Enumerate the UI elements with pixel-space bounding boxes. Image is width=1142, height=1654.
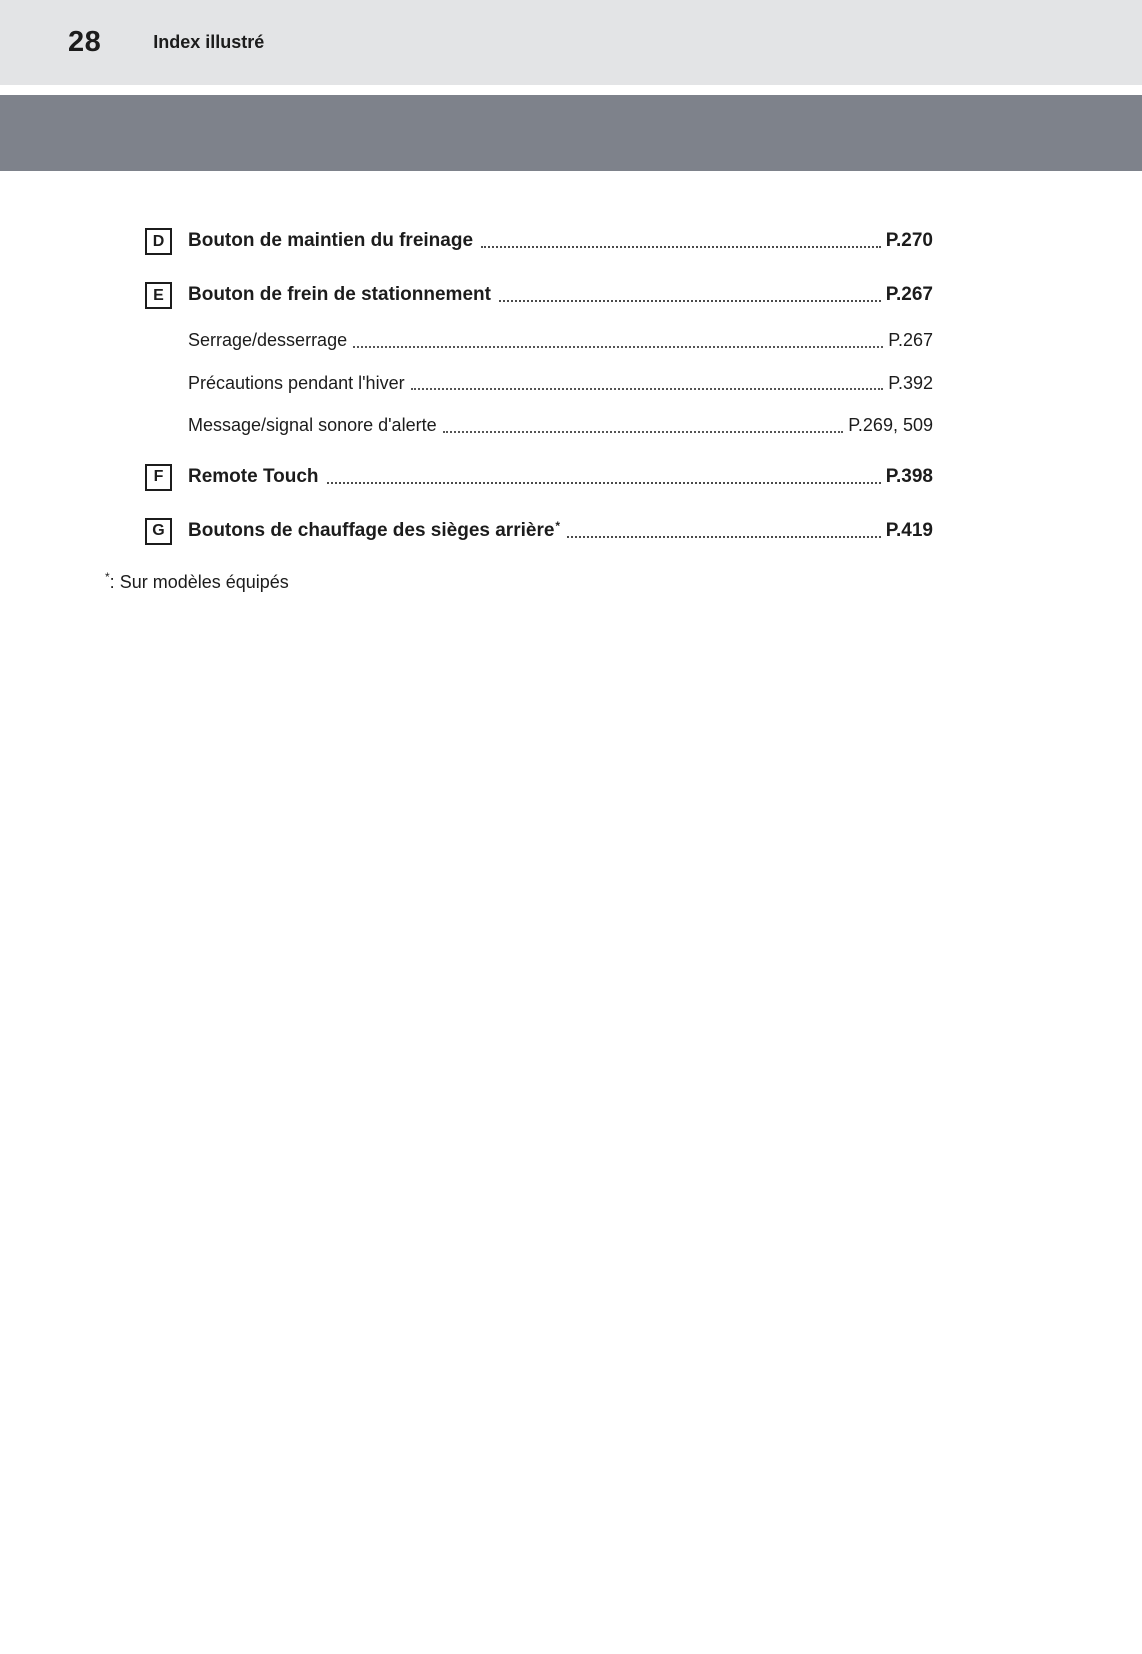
entry-letter: G xyxy=(152,522,165,540)
leader-dots xyxy=(481,246,881,248)
footnote xyxy=(105,571,1142,593)
subentry-page: P.269, 509 xyxy=(848,415,933,436)
entry-label: Remote Touch xyxy=(188,465,319,487)
leader-dots xyxy=(443,431,844,433)
entry-label: Boutons de chauffage des sièges arrière xyxy=(188,519,555,541)
index-entry xyxy=(145,464,933,491)
entry-page: P.419 xyxy=(885,519,933,541)
entry-page: P.398 xyxy=(885,465,933,487)
entry-letter-box xyxy=(145,282,172,309)
index-entry xyxy=(145,228,933,255)
entry-row xyxy=(188,520,933,543)
entry-asterisk: * xyxy=(555,518,561,533)
index-entry xyxy=(145,518,933,545)
entry-row xyxy=(188,230,933,253)
section-title: Index illustré xyxy=(153,32,265,52)
leader-dots xyxy=(327,482,881,484)
entry-letter-box xyxy=(145,518,172,545)
entry-page: P.267 xyxy=(885,284,933,306)
subentry-label: Message/signal sonore d'alerte xyxy=(188,415,437,436)
leader-dots xyxy=(411,388,884,390)
entry-label: Bouton de maintien du freinage xyxy=(188,230,474,252)
leader-dots xyxy=(499,300,881,302)
entry-letter-box xyxy=(145,464,172,491)
index-subentry xyxy=(188,330,933,352)
subentry-label: Précautions pendant l'hiver xyxy=(188,372,405,393)
index-list xyxy=(0,171,1142,545)
footnote-separator: : xyxy=(109,571,115,592)
page-number: 28 xyxy=(68,26,102,58)
entry-row xyxy=(188,466,933,489)
section-divider-band xyxy=(0,95,1142,171)
index-entry xyxy=(145,282,933,309)
footnote-marker: * xyxy=(105,569,110,584)
index-subentry xyxy=(188,415,933,437)
subentry-page: P.392 xyxy=(888,372,933,393)
subentry-page: P.267 xyxy=(888,330,933,350)
subentry-label: Serrage/desserrage xyxy=(188,330,348,350)
entry-letter-box xyxy=(145,228,172,255)
entry-row xyxy=(188,284,933,307)
entry-letter: D xyxy=(152,232,165,250)
leader-dots xyxy=(567,536,881,538)
page-header xyxy=(0,0,1142,85)
footnote-text: Sur modèles équipés xyxy=(119,571,289,592)
entry-label: Bouton de frein de stationnement xyxy=(188,284,491,306)
entry-letter: F xyxy=(153,468,164,486)
entry-page: P.270 xyxy=(885,230,933,252)
index-subentry xyxy=(188,373,933,395)
entry-letter: E xyxy=(153,286,164,304)
leader-dots xyxy=(353,346,883,348)
